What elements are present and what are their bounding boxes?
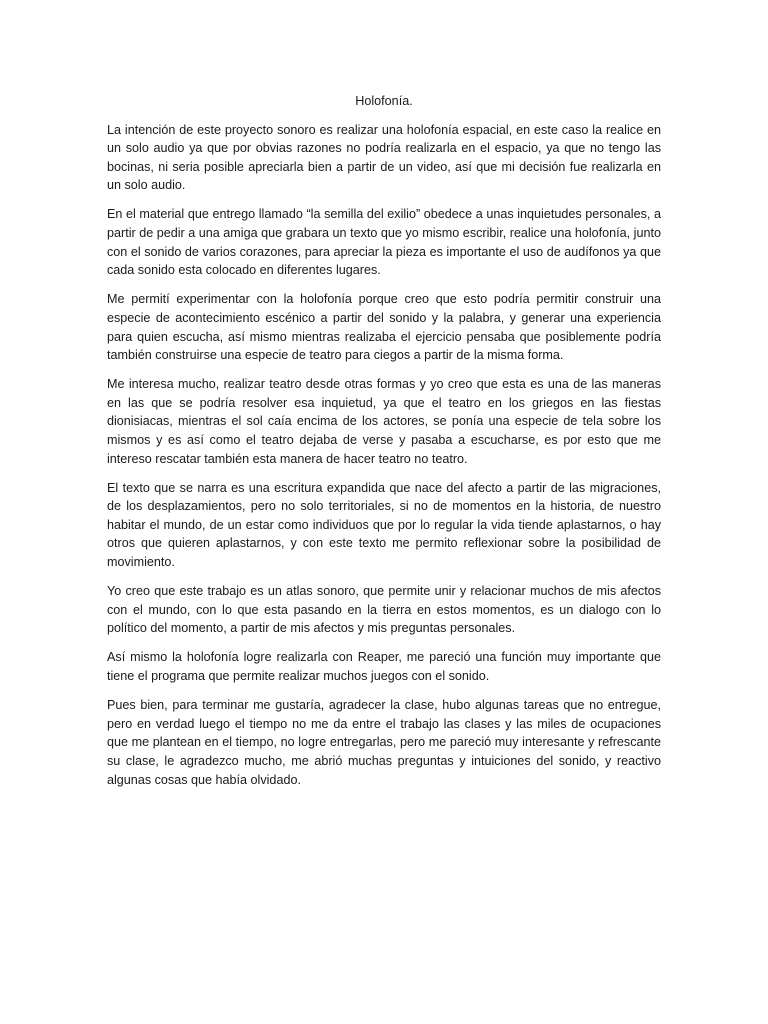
paragraph-1: La intención de este proyecto sonoro es realizar una holofonía espacial, en este caso la realice en un solo audio ya que por obvias razones no podría realizarla en el espacio, ya que no tengo las bocinas, ni seria posible apreciarla bien a partir de un video, así que mi decisión fue realizarla en un solo audio.	[107, 122, 661, 193]
document-page	[107, 92, 661, 800]
paragraph-5: El texto que se narra es una escritura expandida que nace del afecto a partir de las migraciones, de los desplazamientos, pero no solo territoriales, si no de momentos en la historia, de nuestro habitar el mundo, de un estar como individuos que por lo regular la vida tiende aplastarnos, o hay otros que quieren aplastarnos, y con este texto me permito reflexionar sobre la posibilidad de movimiento.	[107, 480, 661, 570]
paragraph-7: Así mismo la holofonía logre realizarla con Reaper, me pareció una función muy importante que tiene el programa que permite realizar muchos juegos con el sonido.	[107, 650, 661, 684]
document-title: Holofonía.	[355, 94, 413, 108]
paragraph-4: Me interesa mucho, realizar teatro desde otras formas y yo creo que esta es una de las maneras en las que se podría resolver esa inquietud, ya que el teatro en los griegos en las fiestas dionisiacas, mientras el sol caía encima de los actores, se ponía una especie de tela sobre los mismos y es así como el teatro dejaba de verse y pasaba a escucharse, es por esto que me intereso rescatar también esta manera de hacer teatro no teatro.	[107, 377, 661, 466]
paragraph-6: Yo creo que este trabajo es un atlas sonoro, que permite unir y relacionar muchos de mis afectos con el mundo, con lo que esta pasando en la tierra en estos momentos, es un dialogo con lo político del momento, a partir de mis afectos y mis preguntas personales.	[107, 584, 661, 636]
paragraph-2: En el material que entrego llamado “la semilla del exilio” obedece a unas inquietudes personales, a partir de pedir a una amiga que grabara un texto que yo mismo escribir, realice una holofonía, junto con el sonido de varios corazones, para apreciar la pieza es importante el uso de audífonos ya que cada sonido esta colocado en diferentes lugares.	[107, 207, 661, 278]
paragraph-3: Me permití experimentar con la holofonía porque creo que esto podría permitir construir una especie de acontecimiento escénico a partir del sonido y la palabra, y generar una experiencia para quien escucha, así mismo mientras realizaba el ejercicio pensaba que posiblemente podría también construirse una especie de teatro para ciegos a partir de la misma forma.	[107, 292, 661, 363]
paragraph-8: Pues bien, para terminar me gustaría, agradecer la clase, hubo algunas tareas que no entregue, pero en verdad luego el tiempo no me da entre el trabajo las clases y las miles de ocupaciones que me plantean en el tiempo, no logre entregarlas, pero me pareció muy interesante y refrescante su clase, le agradezco mucho, me abrió muchas preguntas y intuiciones del sonido, y reactivo algunas cosas que había olvidado.	[107, 698, 661, 787]
